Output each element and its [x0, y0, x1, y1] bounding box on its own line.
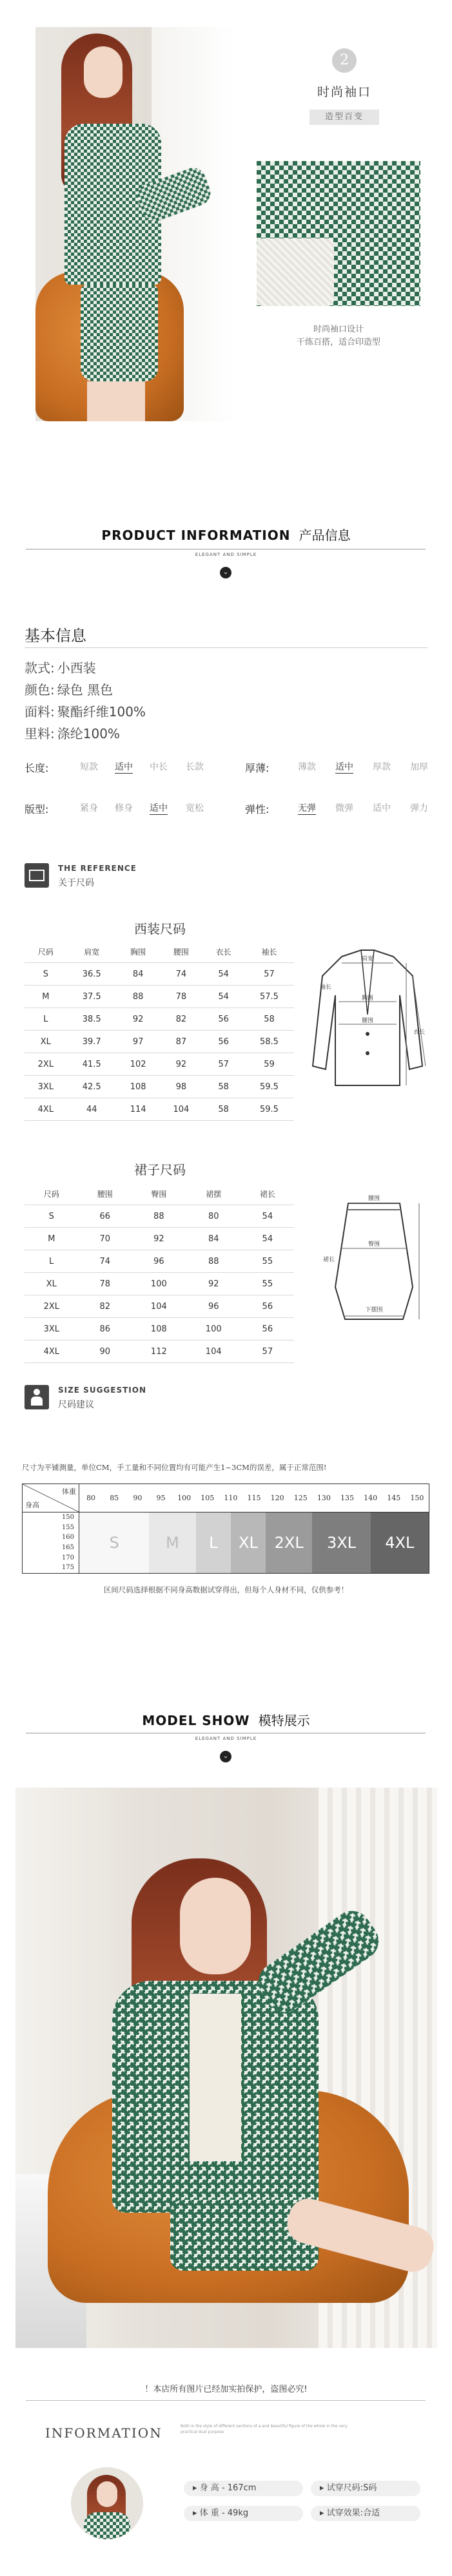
size-band: M — [149, 1512, 195, 1573]
table-row — [25, 1228, 294, 1250]
table-cell: 100 — [186, 1318, 241, 1340]
table-cell: 82 — [79, 1295, 132, 1318]
table-cell: 74 — [79, 1250, 132, 1273]
suggestion-title-en: SIZE SUGGESTION — [58, 1386, 147, 1395]
table-cell: 39.7 — [67, 1031, 117, 1053]
detail-title: 时尚袖口 — [317, 85, 371, 99]
basic-info-title: 基本信息 — [25, 627, 86, 645]
copyright-notice: ！本店所有图片已经加实拍保护，盗图必究! — [144, 2385, 308, 2394]
table-row — [25, 1250, 294, 1273]
table-cell: 112 — [132, 1340, 186, 1363]
attr-option: 微弹 — [335, 803, 353, 814]
table-row — [25, 1008, 294, 1031]
reference-title-en: THE REFERENCE — [58, 864, 137, 873]
suit-diagram — [303, 937, 432, 1098]
table-cell: 102 — [117, 1053, 160, 1076]
attr-length — [25, 760, 218, 776]
model-show-header — [0, 1710, 452, 1729]
attr-option: 修身 — [115, 803, 133, 814]
table-cell: 92 — [186, 1273, 241, 1295]
table-cell: 腰围 — [159, 940, 202, 963]
cuff-lace — [257, 238, 334, 306]
table-cell: 58 — [202, 1098, 244, 1121]
table-cell: 66 — [79, 1205, 132, 1228]
table-cell: 88 — [186, 1250, 241, 1273]
table-cell: 104 — [186, 1340, 241, 1363]
table-cell: 58 — [244, 1008, 294, 1031]
table-cell: 36.5 — [67, 963, 117, 986]
weight-header-row — [79, 1484, 429, 1512]
weight-label: 100 — [177, 1494, 192, 1502]
size-bands — [79, 1512, 429, 1573]
size-band: 2XL — [266, 1512, 312, 1573]
table-cell: 92 — [159, 1053, 202, 1076]
table-cell: S — [25, 963, 67, 986]
weight-label: 80 — [86, 1494, 96, 1502]
attr-option: 薄款 — [298, 762, 316, 772]
chevron-down-icon: ⌄ — [220, 567, 231, 578]
model-show-title-en: MODEL SHOW — [142, 1713, 250, 1728]
corner-weight: 体重 — [62, 1487, 76, 1496]
table-cell: 100 — [132, 1273, 186, 1295]
table-cell: 57.5 — [244, 986, 294, 1008]
attr-option-selected: 适中 — [115, 760, 133, 774]
table-row — [25, 986, 294, 1008]
product-info-sub: ELEGANT AND SIMPLE — [195, 552, 257, 557]
table-row — [25, 1318, 294, 1340]
table-cell: 59.5 — [244, 1098, 294, 1121]
table-cell: 88 — [132, 1205, 186, 1228]
person-icon — [25, 1385, 49, 1409]
skirt-diagram — [322, 1190, 426, 1332]
info-desc: Both in the style of different sections of a and beautiful figure of the whole in the very practical dual purpose — [181, 2424, 348, 2434]
attr-option: 紧身 — [80, 803, 98, 814]
table-cell: 92 — [117, 1008, 160, 1031]
table-cell: 90 — [79, 1340, 132, 1363]
table-cell: 裙长 — [241, 1183, 294, 1205]
skirt-label-length: 裙长 — [322, 1257, 335, 1263]
table-cell: 臀围 — [132, 1183, 186, 1205]
table-cell: S — [25, 1205, 79, 1228]
table-cell: 42.5 — [67, 1076, 117, 1098]
table-cell: 82 — [159, 1008, 202, 1031]
table-cell: 尺码 — [25, 1183, 79, 1205]
table-cell: 38.5 — [67, 1008, 117, 1031]
table-cell: 86 — [79, 1318, 132, 1340]
weight-label: 95 — [156, 1494, 166, 1502]
table-row — [25, 1205, 294, 1228]
attr-option: 宽松 — [186, 803, 204, 814]
size-band: L — [196, 1512, 231, 1573]
table-cell: 114 — [117, 1098, 160, 1121]
face — [180, 1878, 251, 1974]
table-cell: 98 — [159, 1076, 202, 1098]
attr-elasticity — [245, 801, 438, 817]
stat-height: ▸ 身 高 - 167cm — [184, 2481, 303, 2496]
table-row — [25, 1098, 294, 1121]
suggestion-note-bottom: 区间尺码选择根据不同身高数据试穿得出，但每个人身材不同，仅供参考！ — [103, 1585, 349, 1594]
skirt-size-table — [25, 1183, 294, 1363]
table-cell: 4XL — [25, 1340, 79, 1363]
table-cell: 4XL — [25, 1098, 67, 1121]
table-cell: 96 — [132, 1250, 186, 1273]
attr-label: 版型: — [25, 803, 49, 816]
size-band: 3XL — [312, 1512, 370, 1573]
table-cell: 58.5 — [244, 1031, 294, 1053]
table-cell: 37.5 — [67, 986, 117, 1008]
table-cell: 54 — [241, 1228, 294, 1250]
table-cell: 裙摆 — [186, 1183, 241, 1205]
size-chart — [22, 1484, 429, 1574]
table-cell: 80 — [186, 1205, 241, 1228]
skirt-label-hem: 下摆围 — [365, 1307, 383, 1313]
table-cell: 57 — [202, 1053, 244, 1076]
model-photo-main — [15, 1788, 437, 2348]
table-cell: 78 — [79, 1273, 132, 1295]
table-cell: 55 — [241, 1250, 294, 1273]
table-cell: 97 — [117, 1031, 160, 1053]
weight-label: 105 — [201, 1494, 215, 1502]
weight-label: 125 — [293, 1494, 308, 1502]
fit-size: ▸ 试穿尺码:S码 — [311, 2481, 420, 2496]
weight-label: 90 — [133, 1494, 142, 1502]
table-cell: 74 — [159, 963, 202, 986]
table-row — [25, 963, 294, 986]
attr-option: 弹力 — [410, 803, 428, 814]
size-band: XL — [231, 1512, 266, 1573]
table-cell: L — [25, 1250, 79, 1273]
table-cell: 78 — [159, 986, 202, 1008]
info-line-lining: 里料: 涤纶100% — [25, 726, 120, 741]
height-label: 165 — [61, 1544, 74, 1551]
attr-option: 中长 — [150, 762, 168, 772]
blouse-front — [190, 1994, 241, 2161]
weight-label: 150 — [410, 1494, 424, 1502]
model-photo-top — [35, 27, 235, 421]
table-row — [25, 1340, 294, 1363]
model-avatar — [71, 2467, 143, 2539]
attr-thickness — [245, 760, 438, 776]
skirt-label-waist: 腰围 — [368, 1196, 380, 1202]
product-info-header — [0, 525, 452, 544]
weight-label: 120 — [270, 1494, 284, 1502]
info-line-style: 款式: 小西装 — [25, 660, 96, 676]
table-cell: 56 — [202, 1008, 244, 1031]
weight-label: 145 — [387, 1494, 401, 1502]
table-cell: 55 — [241, 1273, 294, 1295]
table-cell: 108 — [117, 1076, 160, 1098]
attr-fit — [25, 801, 218, 817]
skirt-header-row — [25, 1183, 294, 1205]
table-cell: 96 — [186, 1295, 241, 1318]
detail-badge: 造型百变 — [310, 110, 379, 125]
basic-info-lines — [25, 657, 146, 745]
table-cell: 59.5 — [244, 1076, 294, 1098]
product-info-title-en: PRODUCT INFORMATION — [101, 528, 291, 543]
suit-label-chest: 胸围 — [361, 995, 374, 1002]
suit-label-length: 衣长 — [413, 1029, 426, 1036]
attr-label: 长度: — [25, 762, 49, 774]
skirt-label-hip: 臀围 — [368, 1241, 380, 1248]
detail-caption-2: 干练百搭，适合印造型 — [296, 338, 380, 347]
weight-label: 130 — [317, 1494, 331, 1502]
suit-size-table — [25, 940, 294, 1121]
attr-option-selected: 适中 — [150, 801, 168, 815]
table-cell: 41.5 — [67, 1053, 117, 1076]
table-cell: 57 — [244, 963, 294, 986]
table-row — [25, 1273, 294, 1295]
table-cell: M — [25, 1228, 79, 1250]
size-chart-corner — [23, 1484, 79, 1512]
size-band: 4XL — [371, 1512, 429, 1573]
info-line-color: 颜色: 绿色 黑色 — [25, 682, 113, 698]
attr-label: 弹性: — [245, 803, 270, 816]
suit-label-waist: 腰围 — [361, 1018, 374, 1024]
table-cell: 肩宽 — [67, 940, 117, 963]
table-row — [25, 1295, 294, 1318]
height-label: 160 — [61, 1534, 74, 1541]
table-cell: 104 — [132, 1295, 186, 1318]
suit-size-title: 西装尺码 — [134, 921, 186, 937]
table-cell: 胸围 — [117, 940, 160, 963]
height-label: 155 — [61, 1523, 74, 1531]
height-label: 170 — [61, 1554, 74, 1561]
table-cell: 104 — [159, 1098, 202, 1121]
table-cell: 84 — [117, 963, 160, 986]
attr-option: 适中 — [373, 803, 391, 814]
table-cell: 59 — [244, 1053, 294, 1076]
attr-option: 短款 — [80, 762, 98, 772]
corner-height: 身高 — [25, 1501, 39, 1509]
table-cell: 3XL — [25, 1318, 79, 1340]
table-row — [25, 1076, 294, 1098]
table-cell: L — [25, 1008, 67, 1031]
reference-title-cn: 关于尺码 — [58, 878, 94, 888]
height-label: 150 — [61, 1514, 74, 1521]
legs — [87, 381, 145, 421]
notice-rule — [26, 2400, 426, 2401]
product-info-title-cn: 产品信息 — [299, 528, 351, 543]
face — [84, 46, 123, 98]
table-cell: 袖长 — [244, 940, 294, 963]
detail-caption-1: 时尚袖口设计 — [313, 325, 364, 334]
table-cell: 92 — [132, 1228, 186, 1250]
table-cell: 2XL — [25, 1295, 79, 1318]
detail-number-badge: 2 — [332, 48, 357, 73]
table-cell: M — [25, 986, 67, 1008]
fit-effect: ▸ 试穿效果:合适 — [311, 2506, 420, 2521]
attr-option-selected: 无弹 — [298, 801, 316, 815]
weight-label: 135 — [340, 1494, 355, 1502]
skirt-size-title: 裙子尺码 — [134, 1162, 186, 1178]
table-cell: 56 — [202, 1031, 244, 1053]
table-cell: 44 — [67, 1098, 117, 1121]
height-label: 175 — [61, 1564, 74, 1572]
cuff-closeup-photo — [257, 161, 420, 306]
table-cell: 尺码 — [25, 940, 67, 963]
info-title: INFORMATION — [45, 2425, 162, 2441]
basic-info-rule — [25, 647, 427, 648]
attr-option: 加厚 — [410, 762, 428, 772]
stat-weight: ▸ 体 重 - 49kg — [184, 2506, 303, 2521]
attr-option: 长款 — [186, 762, 204, 772]
table-cell: XL — [25, 1273, 79, 1295]
weight-label: 85 — [110, 1494, 119, 1502]
table-cell: 56 — [241, 1295, 294, 1318]
table-cell: 54 — [202, 963, 244, 986]
table-cell: 衣长 — [202, 940, 244, 963]
suggestion-note-top: 尺寸为平铺测量，单位CM，手工量和不同位置均有可能产生1~3CM的误差，属于正常范围! — [22, 1463, 327, 1472]
table-cell: 84 — [186, 1228, 241, 1250]
model-show-sub: ELEGANT AND SIMPLE — [195, 1736, 257, 1741]
table-cell: 54 — [202, 986, 244, 1008]
model-show-title-cn: 模特展示 — [258, 1713, 310, 1728]
height-column — [23, 1512, 79, 1573]
table-cell: XL — [25, 1031, 67, 1053]
weight-label: 115 — [247, 1494, 261, 1502]
skirt — [81, 285, 158, 381]
table-cell: 70 — [79, 1228, 132, 1250]
chevron-down-icon: ⌄ — [220, 1751, 231, 1762]
table-cell: 58 — [202, 1076, 244, 1098]
table-row — [25, 1031, 294, 1053]
attr-label: 厚薄: — [245, 762, 270, 774]
table-cell: 108 — [132, 1318, 186, 1340]
table-cell: 56 — [241, 1318, 294, 1340]
table-cell: 腰围 — [79, 1183, 132, 1205]
ruler-icon — [25, 863, 49, 888]
table-cell: 57 — [241, 1340, 294, 1363]
table-cell: 88 — [117, 986, 160, 1008]
table-cell: 3XL — [25, 1076, 67, 1098]
weight-label: 140 — [364, 1494, 378, 1502]
weight-label: 110 — [224, 1494, 238, 1502]
suit-label-shoulder: 肩宽 — [361, 956, 374, 962]
suit-label-sleeve: 袖长 — [319, 984, 332, 991]
attr-option-selected: 适中 — [335, 760, 353, 774]
suggestion-title-cn: 尺码建议 — [58, 1400, 94, 1410]
suit-header-row — [25, 940, 294, 963]
size-band: S — [79, 1512, 149, 1573]
info-line-fabric: 面料: 聚酯纤维100% — [25, 704, 146, 720]
table-cell: 54 — [241, 1205, 294, 1228]
attr-option: 厚款 — [373, 762, 391, 772]
table-cell: 87 — [159, 1031, 202, 1053]
table-row — [25, 1053, 294, 1076]
table-cell: 2XL — [25, 1053, 67, 1076]
